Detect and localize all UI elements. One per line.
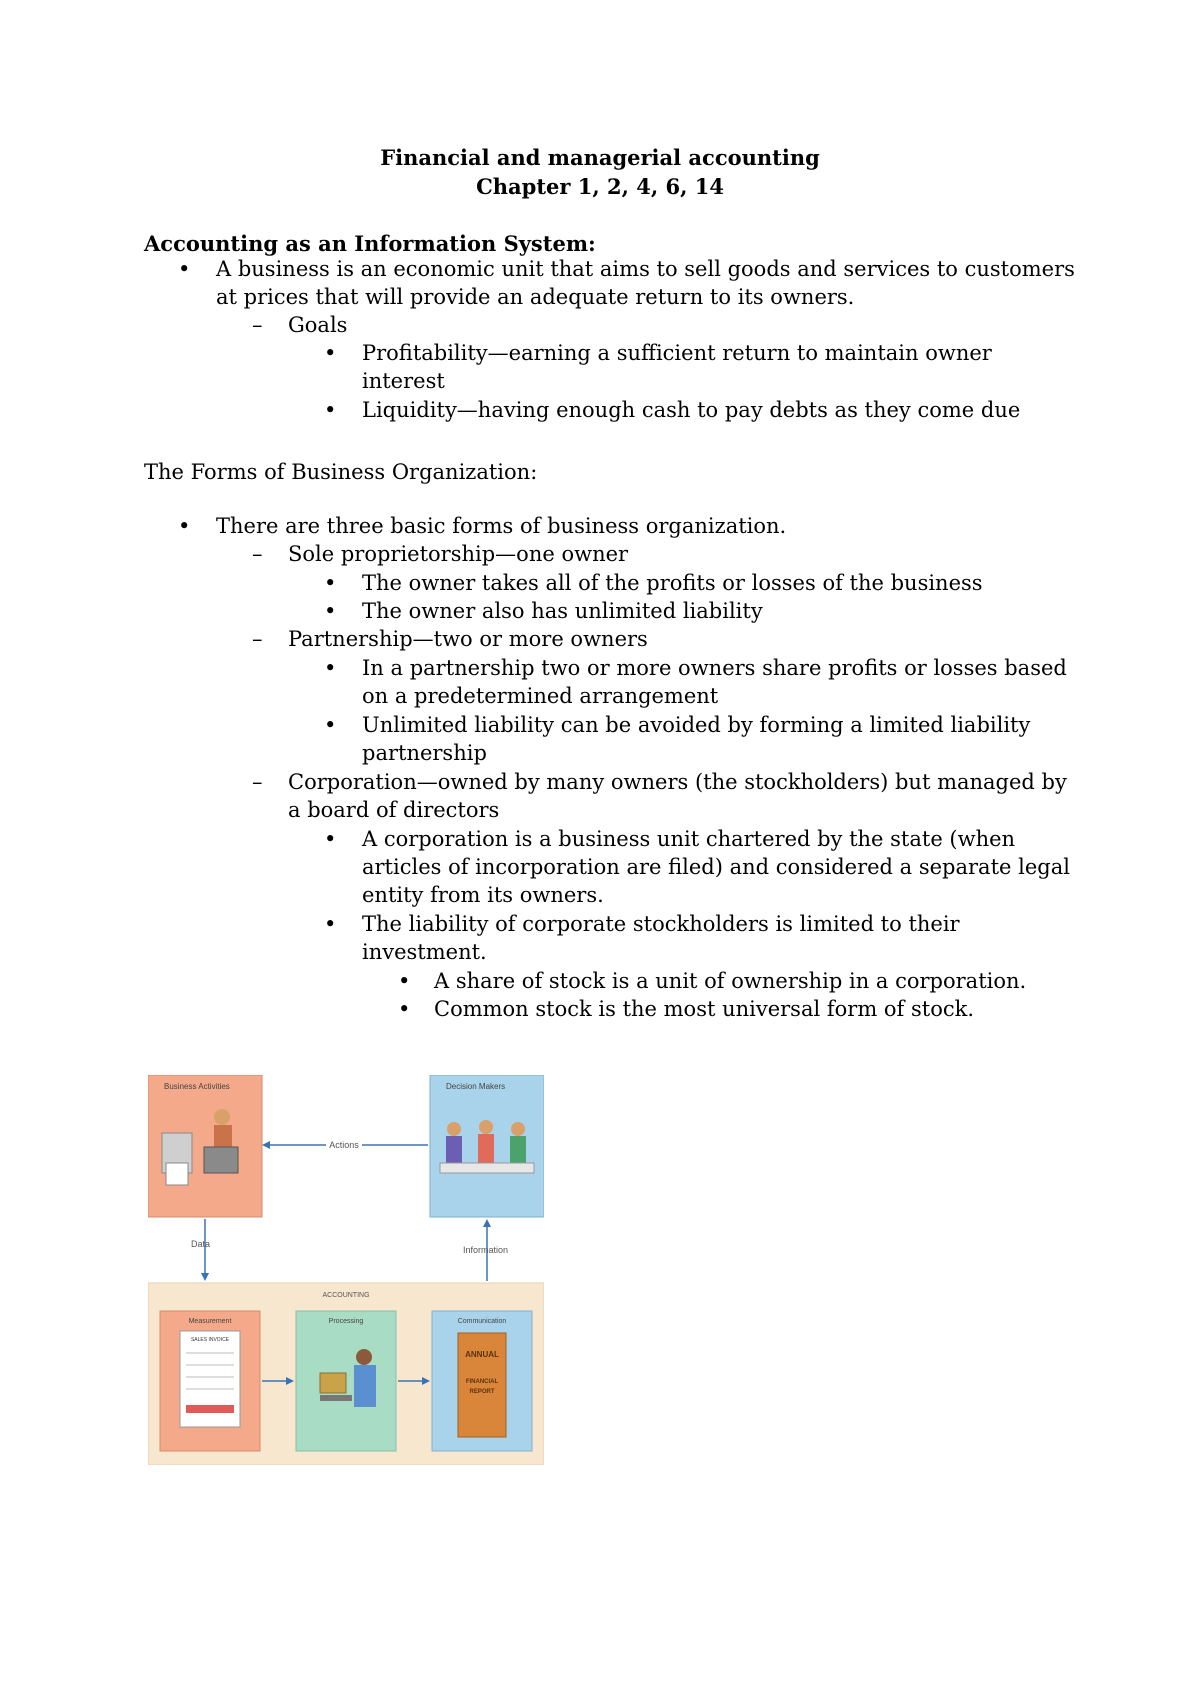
actions-label: Actions — [329, 1140, 359, 1150]
decision-makers-illustration — [440, 1120, 534, 1173]
partnership-bullet-1-line2: on a predetermined arrangement — [362, 684, 719, 708]
bullet: • — [398, 997, 411, 1021]
partnership-bullet-2-line2: partnership — [362, 741, 487, 765]
bullet: • — [398, 969, 411, 993]
bullet: • — [324, 571, 337, 595]
sole-proprietorship: Sole proprietorship—one owner — [288, 542, 629, 566]
section-heading-information-system: Accounting as an Information System: — [144, 231, 596, 256]
business-definition-line1: A business is an economic unit that aims to sell goods and services to customers — [216, 257, 1075, 281]
sales-invoice-label: SALES INVOICE — [190, 1337, 230, 1343]
bullet: • — [324, 912, 337, 936]
sole-bullet-2: The owner also has unlimited liability — [362, 599, 763, 623]
corporation-line2: a board of directors — [288, 798, 500, 822]
accounting-label: ACCOUNTING — [322, 1292, 370, 1299]
forms-intro: There are three basic forms of business organization. — [216, 514, 787, 538]
sole-bullet-1: The owner takes all of the profits or losses of the business — [362, 571, 983, 595]
annual-report-icon — [458, 1333, 506, 1437]
dash-marker: – — [252, 770, 263, 794]
section-heading-business-forms: The Forms of Business Organization: — [144, 460, 538, 484]
decision-makers-label: Decision Makers — [446, 1082, 506, 1091]
bullet: • — [324, 341, 337, 365]
annual-report-subtitle-2: REPORT — [469, 1389, 495, 1395]
bullet: • — [324, 656, 337, 680]
partnership-bullet-2-line1: Unlimited liability can be avoided by forming a limited liability — [362, 713, 1031, 737]
bullet: • — [178, 257, 191, 281]
dash-marker: – — [252, 627, 263, 651]
measurement-label: Measurement — [188, 1318, 232, 1325]
stock-share-item: A share of stock is a unit of ownership in a corporation. — [434, 969, 1027, 993]
corporation-bullet-2-line1: The liability of corporate stockholders is limited to their — [362, 912, 960, 936]
dash-marker: – — [252, 542, 263, 566]
profitability-line1: Profitability—earning a sufficient return to maintain owner — [362, 341, 992, 365]
common-stock-item: Common stock is the most universal form of stock. — [434, 997, 975, 1021]
annual-report-title: ANNUAL — [465, 1350, 499, 1359]
document-title: Financial and managerial accounting — [380, 145, 820, 170]
liquidity-item: Liquidity—having enough cash to pay debts as they come due — [362, 398, 1021, 422]
data-label: Data — [191, 1239, 211, 1249]
document-subtitle: Chapter 1, 2, 4, 6, 14 — [476, 174, 724, 199]
corporation-bullet-1-line3: entity from its owners. — [362, 883, 604, 907]
annual-report-subtitle-1: FINANCIAL — [465, 1379, 499, 1385]
goals-item: Goals — [288, 313, 348, 337]
processing-label: Processing — [328, 1318, 364, 1325]
corporation-bullet-2-line2: investment. — [362, 940, 487, 964]
corporation-bullet-1-line2: articles of incorporation are filed) and considered a separate legal — [362, 855, 1070, 879]
dash-marker: – — [252, 313, 263, 337]
partnership: Partnership—two or more owners — [288, 627, 648, 651]
bullet: • — [324, 599, 337, 623]
bullet: • — [324, 398, 337, 422]
bullet: • — [324, 713, 337, 737]
business-activities-label: Business Activities — [164, 1082, 230, 1091]
business-definition-line2: at prices that will provide an adequate return to its owners. — [216, 285, 855, 309]
bullet: • — [324, 827, 337, 851]
corporation-bullet-1-line1: A corporation is a business unit chartered by the state (when — [362, 827, 1016, 851]
corporation-line1: Corporation—owned by many owners (the stockholders) but managed by — [288, 770, 1067, 794]
information-label: Information — [463, 1245, 509, 1255]
bullet: • — [178, 514, 191, 538]
profitability-line2: interest — [362, 369, 445, 393]
accounting-information-flow-diagram — [148, 1075, 544, 1465]
communication-label: Communication — [457, 1318, 507, 1325]
partnership-bullet-1-line1: In a partnership two or more owners share profits or losses based — [362, 656, 1067, 680]
